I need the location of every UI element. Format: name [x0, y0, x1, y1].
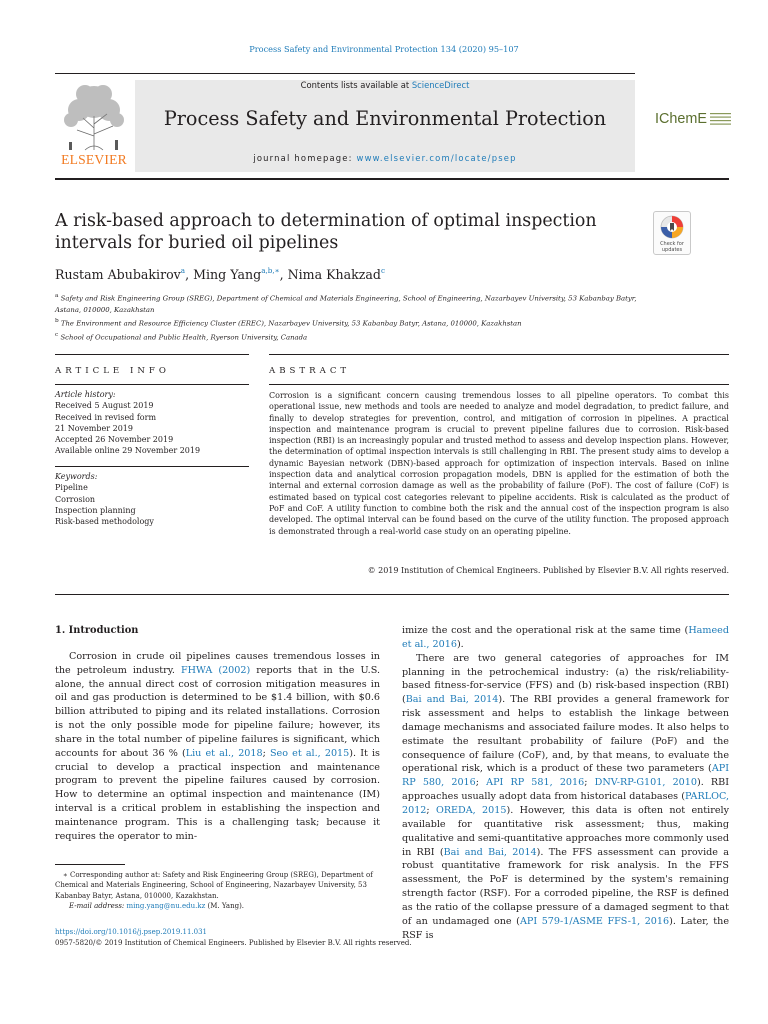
crossmark-label: Check for updates — [660, 241, 684, 253]
affiliations — [55, 291, 655, 344]
abstract-rule — [269, 354, 729, 355]
author-name[interactable]: Nima Khakzad — [287, 267, 381, 282]
icheme-tagline-icon — [710, 111, 732, 129]
top-rule — [55, 73, 635, 74]
email-suffix: (M. Yang). — [205, 902, 245, 911]
reference-link[interactable]: API 579-1/ASME FFS-1, 2016 — [519, 915, 670, 927]
abstract-divider — [269, 384, 729, 385]
author-name[interactable]: Rustam Abubakirov — [55, 267, 181, 282]
journal-homepage — [135, 153, 635, 163]
journal-citation[interactable]: Process Safety and Environmental Protection 134 (2020) 95–107 — [249, 44, 519, 54]
body-paragraph — [402, 624, 729, 652]
icheme-wordmark: IChemE — [655, 111, 707, 127]
affiliation-item — [55, 316, 655, 330]
keywords-divider — [55, 466, 249, 467]
doi-link[interactable]: https://doi.org/10.1016/j.psep.2019.11.031 — [55, 928, 207, 936]
body-text: ). However, this data is often not entirely available for quantitative risk assessment; thus, making qualitative and semi-quantitative approaches more commonly used in RBI ( — [402, 804, 729, 858]
keyword-item: Risk-based methodology — [55, 517, 154, 527]
section-heading: 1. Introduction — [55, 625, 139, 636]
elsevier-wordmark: ELSEVIER — [61, 152, 127, 167]
keyword-item: Pipeline — [55, 483, 88, 493]
article-info-heading: ARTICLE INFO — [55, 366, 170, 376]
email-label: E-mail address: — [69, 902, 127, 911]
affiliation-label: b — [55, 318, 59, 325]
history-heading: Article history: — [55, 390, 116, 399]
body-text: ; — [426, 804, 436, 816]
body-text: ; — [262, 747, 270, 759]
affiliation-item — [55, 291, 655, 316]
body-left-column — [55, 624, 380, 844]
body-text: ). RBI approaches usually adopt data from historical databases ( — [402, 777, 729, 803]
reference-link[interactable]: Seo et al., 2015 — [269, 747, 350, 759]
history-item: Received 5 August 2019 — [55, 401, 154, 411]
email-link[interactable]: ming.yang@nu.edu.kz — [126, 902, 206, 911]
issn-line: 0957-5820/© 2019 Institution of Chemical Engineers. Published by Elsevier B.V. All rights reserved. — [55, 939, 412, 947]
article-info-rule — [55, 354, 249, 355]
affiliation-text: School of Occupational and Public Health, Ryerson University, Canada — [60, 333, 308, 342]
history-item: 21 November 2019 — [55, 423, 133, 433]
affiliation-label: a — [55, 293, 59, 299]
abstract-text: Corrosion is a significant concern causing tremendous losses to all pipeline operators. To combat this operational issue, new methods and tools are needed to analyze and model degradation, to predict failure, and finally to develop strategies for prevention, control, and mitigation of corrosion in pipelines. A practical inspection and maintenance program is crucial to prevent pipeline failures due to corrosion. Risk-based inspection (RBI) is an increasingly popular and trusted method to assess and develop inspection plans. However, the determination of optimal inspection intervals is still challenging in RBI. The present study aims to develop a dynamic Bayesian network (DBN)-based approach for optimization of inspection intervals. Based on inline inspection data and analytical corrosion propagation models, DBN is applied for the estimation of both the internal and external corrosion damage as well as the probability of failure (PoF). The cost of failure (CoF) is estimated based on typical cost categories relevant to pipeline accidents. Risk is calculated as the product of PoF and CoF. A utility function to combine both the risk and the annual cost of the inspection program is also developed. The optimal interval can be found based on the curve of the utility function. The proposed approach is demonstrated through a real-world case study on an operating pipeline. — [269, 391, 729, 536]
body-text: reports that in the U.S. alone, the annual direct cost of corrosion mitigation measures in oil and gas production is determined to be $1.4 billion, with $0.6 billion attributed to piping and its related installations. Corrosion is not the only possible mode for pipeline failure; however, its share in the total number of pipeline failures is significant, which accounts for about 36 % ( — [55, 664, 380, 759]
reference-link[interactable]: PARLOC, 2012 — [402, 791, 729, 816]
body-text: ). — [456, 638, 464, 650]
homepage-link[interactable]: www.elsevier.com/locate/psep — [356, 153, 517, 163]
author-affiliation-marker[interactable]: a,b,∗ — [261, 266, 280, 275]
body-text: Corrosion in crude oil pipelines causes tremendous losses in the petroleum industry. — [55, 650, 380, 676]
keywords-heading: Keywords: — [55, 472, 98, 481]
body-rule — [55, 594, 729, 595]
body-paragraph — [55, 650, 380, 844]
body-text: ). It is crucial to develop a practical inspection and maintenance program to prevent the pipeline failures caused by corrosion. How to determine an optimal inspection and maintenance (IM) interval is a critical problem in establishing the inspection and maintenance program. This is a challenging task; because it requires the operator to min- — [55, 747, 380, 842]
footnote-rule — [55, 864, 125, 865]
sciencedirect-link[interactable]: ScienceDirect — [411, 80, 470, 90]
keyword-item: Inspection planning — [55, 505, 136, 515]
reference-link[interactable]: Liu et al., 2018 — [185, 747, 263, 759]
abstract-heading: ABSTRACT — [269, 366, 351, 376]
homepage-prefix: journal homepage: — [253, 153, 357, 163]
icheme-logo — [655, 108, 731, 132]
author-list: Rustam Abubakirov$^a$, Ming Yang$^{a,b,∗}$, Nima Khakzad$^c$ — [55, 266, 385, 282]
affiliation-item — [55, 330, 655, 344]
crossmark-button[interactable] — [653, 211, 691, 255]
reference-link[interactable]: FHWA (2002) — [180, 664, 251, 676]
reference-link[interactable]: Hameed et al., 2016 — [402, 625, 729, 650]
contents-prefix: Contents lists available at — [300, 80, 412, 90]
footnote-text: Corresponding author at: Safety and Risk Engineering Group (SREG), Department of Chemical and Materials Engineering, School of Engineering, Nazarbayev University, 53 Kabanbay Batyr, Astana, 010000, Kazakhstan. — [55, 871, 373, 900]
author-name[interactable]: Ming Yang — [193, 267, 262, 282]
body-paragraph — [402, 652, 729, 943]
body-text: ). Later, the RSF is — [402, 915, 729, 941]
history-item: Accepted 26 November 2019 — [55, 435, 174, 445]
affiliation-label: c — [55, 332, 59, 339]
body-text: ). The FFS assessment can provide a robust quantitative framework for risk analysis. In the FFS assessment, the PoF is determined by the system's remaining strength factor (RSF). For a corroded pipeline, the RSF is defined as the ratio of the collapse pressure of a damaged segment to that of an undamaged one ( — [402, 846, 729, 927]
reference-link[interactable]: API RP 580, 2016 — [402, 763, 729, 789]
affiliation-text: The Environment and Resource Efficiency Cluster (EREC), Nazarbayev University, 53 Kabanbay Batyr, Astana, 010000, Kazakhstan — [60, 319, 522, 328]
abstract-copyright: © 2019 Institution of Chemical Engineers. Published by Elsevier B.V. All rights reserved. — [367, 566, 729, 575]
keywords — [55, 471, 249, 527]
body-text: ; — [584, 777, 595, 789]
body-text: imize the cost and the operational risk at the same time ( — [402, 625, 689, 636]
footnote-email-line — [55, 901, 380, 911]
reference-link[interactable]: Bai and Bai, 2014 — [443, 846, 537, 858]
journal-title: Process Safety and Environmental Protection — [163, 107, 607, 130]
keyword-item: Corrosion — [55, 494, 96, 504]
history-item: Available online 29 November 2019 — [55, 446, 201, 456]
body-right-column — [402, 624, 729, 942]
affiliation-text: Safety and Risk Engineering Group (SREG), Department of Chemical and Materials Engineering, School of Engineering, Nazarbayev University, 53 Kabanbay Batyr, Astana, 010000, Kazakhstan — [55, 294, 637, 314]
footnote-text-block — [55, 870, 380, 901]
author-affiliation-marker[interactable]: a — [180, 266, 186, 275]
reference-link[interactable]: DNV-RP-G101, 2010 — [594, 777, 697, 789]
reference-link[interactable]: API RP 581, 2016 — [486, 777, 585, 789]
masthead-rule — [55, 178, 729, 180]
reference-link[interactable]: Bai and Bai, 2014 — [405, 694, 499, 706]
contents-line — [135, 80, 635, 90]
reference-link[interactable]: OREDA, 2015 — [435, 804, 507, 816]
article-title: A risk-based approach to determination of optimal inspection intervals for buried oil pipelines — [55, 211, 597, 253]
body-text: There are two general categories of approaches for IM planning in the petrochemical industry: (a) the risk/reliability-based fitness-for-service (FFS) and (b) risk-based inspection (RBI) ( — [402, 652, 729, 706]
corresponding-author-footnote — [55, 870, 380, 912]
body-text: ; — [475, 777, 487, 789]
article-info-divider — [55, 384, 249, 385]
author-affiliation-marker[interactable]: c — [380, 266, 385, 275]
body-text: ). The RBI provides a general framework for risk assessment and helps to establish the linkage between damage mechanisms and associated failure modes. It also helps to estimate the resultant probability of failure (PoF) and the consequence of failure (CoF), and, by that means, to evaluate the operational risk, which is a product of these two parameters ( — [402, 694, 729, 775]
history-item: Received in revised form — [55, 412, 157, 422]
footnote-marker: ∗ — [63, 871, 68, 879]
article-history — [55, 389, 249, 457]
